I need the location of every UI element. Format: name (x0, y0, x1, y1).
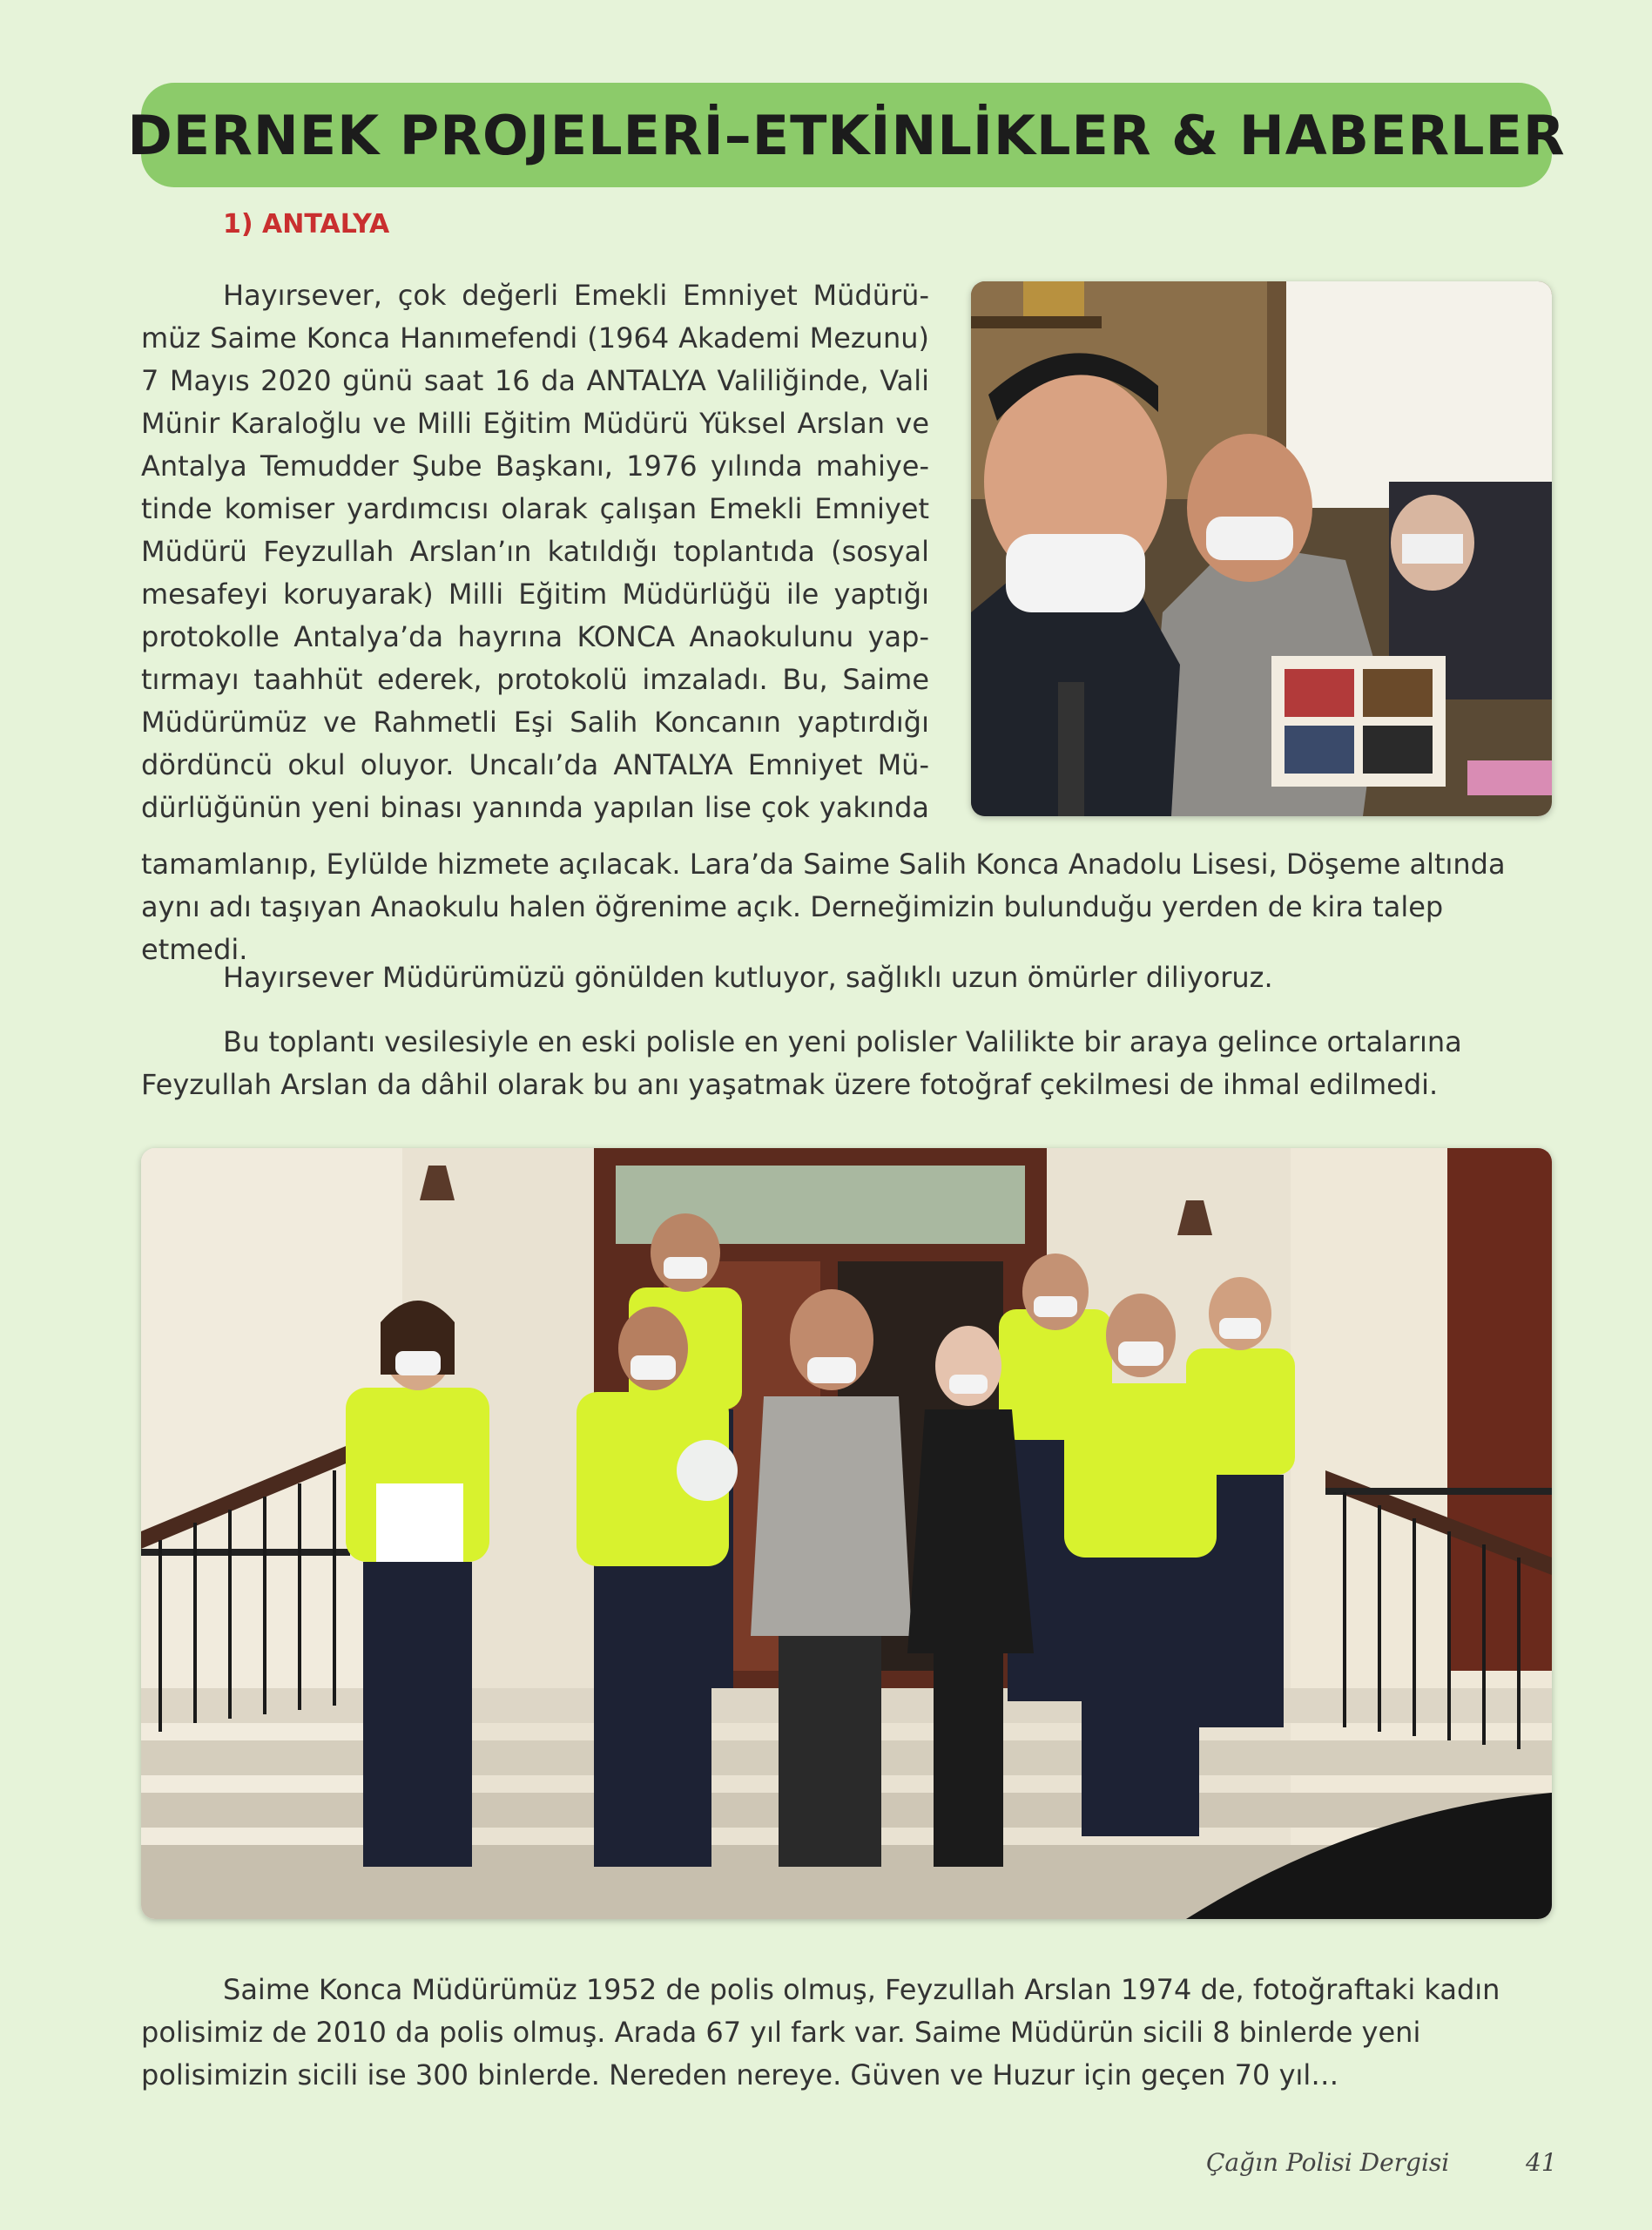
text-line: dürlüğünün yeni binası yanında yapılan lise çok yakında (141, 791, 929, 824)
section-title: 1) ANTALYA (223, 209, 390, 240)
text-line: müz Saime Konca Hanımefendi (1964 Akademi Mezunu) (141, 321, 929, 355)
article-paragraph-3: Bu toplantı vesilesiyle en eski polisle en yeni polisler Valilikte bir araya gelince ortalarına Feyzullah Arslan da dâhil olarak bu anı yaşatmak üzere fotoğraf çekilmesi de ihmal edilmedi. (141, 1025, 1462, 1101)
page-title: DERNEK PROJELERİ–ETKİNLİKLER & HABERLER (127, 103, 1566, 167)
meeting-photo (971, 281, 1552, 816)
text-line: 7 Mayıs 2020 günü saat 16 da ANTALYA Valiliğinde, Vali (141, 364, 929, 397)
text-line: mesafeyi koruyarak) Milli Eğitim Müdürlüğü ile yaptığı (141, 578, 929, 611)
group-photo (141, 1148, 1552, 1919)
article-paragraph-4: Saime Konca Müdürümüz 1952 de polis olmuş, Feyzullah Arslan 1974 de, fotoğraftaki kadın polisimiz de 2010 da polis olmuş. Arada 67 yıl fark var. Saime Müdürün sicili 8 binlerde yeni polisimizin sicili ise 300 binlerde. Nereden nereye. Güven ve Huzur için geçen 70 yıl… (141, 1973, 1500, 2091)
text-line: tinde komiser yardımcısı olarak çalışan Emekli Emniyet (141, 492, 929, 525)
text-line: Münir Karaloğlu ve Milli Eğitim Müdürü Yüksel Arslan ve (141, 407, 929, 440)
text-line: tırmayı taahhüt ederek, protokolü imzaladı. Bu, Saime (141, 663, 929, 696)
text-line: Müdürümüz ve Rahmetli Eşi Salih Koncanın yaptırdığı (141, 706, 929, 739)
text-line: Hayırsever, çok değerli Emekli Emniyet Müdürü- (223, 279, 929, 312)
article-paragraph-1 (141, 274, 929, 829)
magazine-name: Çağın Polisi Dergisi (1206, 2148, 1450, 2177)
page-number: 41 (1526, 2148, 1557, 2177)
text-line: protokolle Antalya’da hayrına KONCA Anaokulunu yap- (141, 620, 929, 653)
article-paragraph-1-continued: tamamlanıp, Eylülde hizmete açılacak. Lara’da Saime Salih Konca Anadolu Lisesi, Döşeme altında aynı adı taşıyan Anaokulu halen öğrenime açık. Derneğimizin bulunduğu yerden de kira talep etmedi. (141, 848, 1506, 966)
header-banner (127, 83, 1566, 187)
text-line: dördüncü okul oluyor. Uncalı’da ANTALYA Emniyet Mü- (141, 748, 929, 781)
text-line: Müdürü Feyzullah Arslan’ın katıldığı toplantıda (sosyal (141, 535, 929, 568)
text-line: Antalya Temudder Şube Başkanı, 1976 yılında mahiye- (141, 449, 929, 483)
article-paragraph-2: Hayırsever Müdürümüzü gönülden kutluyor, sağlıklı uzun ömürler diliyoruz. (223, 961, 1273, 994)
